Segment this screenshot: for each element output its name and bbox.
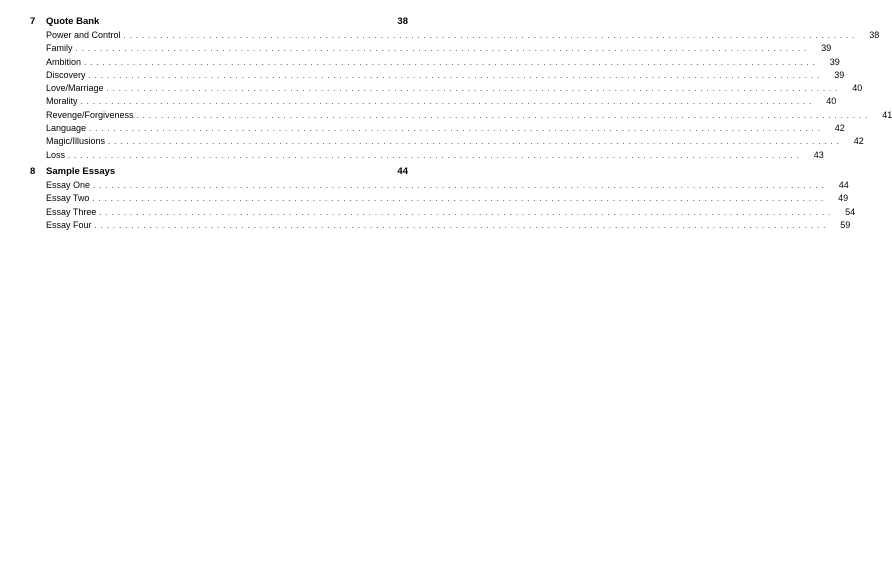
toc-entry-page-number: 42 xyxy=(853,136,864,147)
toc-entry-page-number: 41 xyxy=(882,109,892,120)
toc-entry-page-number: 40 xyxy=(852,83,863,94)
dot-leader: ........................................................................................................................ xyxy=(89,124,824,134)
toc-entry-page-number: 43 xyxy=(813,149,824,160)
toc-entry-page-number: 39 xyxy=(834,69,845,80)
toc-entry xyxy=(30,29,880,42)
toc-entry xyxy=(30,149,824,162)
chapter-page-number: 44 xyxy=(397,165,408,177)
toc-entry-page-number: 49 xyxy=(838,193,849,204)
toc-entry-title: Ambition xyxy=(46,56,82,67)
chapter-number: 8 xyxy=(30,165,36,177)
toc-entry xyxy=(30,192,849,205)
chapter-8 xyxy=(30,165,856,232)
dot-leader: ........................................................................................................................ xyxy=(75,44,811,54)
toc-entry-page-number: 39 xyxy=(829,56,840,67)
dot-leader: ........................................................................................................................ xyxy=(92,194,828,204)
chapter-heading xyxy=(30,15,408,29)
chapter-number: 7 xyxy=(30,16,36,27)
dot-leader: ........................................................................................................................ xyxy=(94,220,830,230)
toc-entry-title: Family xyxy=(46,43,73,54)
chapter-entries xyxy=(30,179,856,232)
chapter-title: Sample Essays xyxy=(46,165,116,177)
toc-entry xyxy=(30,95,837,108)
chapter-7 xyxy=(30,15,892,162)
toc-entry-page-number: 54 xyxy=(845,206,856,217)
toc-entry-title: Essay Four xyxy=(46,219,92,230)
dot-leader: ........................................................................................................................ xyxy=(68,150,803,160)
toc-entry xyxy=(30,179,849,192)
toc-entry xyxy=(30,56,840,69)
toc-entry-title: Discovery xyxy=(46,69,86,80)
toc-entry-title: Essay Two xyxy=(46,193,90,204)
toc-entry-title: Language xyxy=(46,123,87,134)
toc-entry-title: Power and Control xyxy=(46,30,121,40)
toc-entry-page-number: 39 xyxy=(821,43,832,54)
toc-entry-title: Morality xyxy=(46,96,78,107)
toc-entry-page-number: 38 xyxy=(869,30,880,40)
dot-leader: ........................................................................................................................ xyxy=(88,70,824,80)
toc-entry xyxy=(30,109,892,122)
toc-entry-page-number: 59 xyxy=(840,219,851,230)
dot-leader: ........................................................................................................................ xyxy=(99,207,835,217)
toc-entry xyxy=(30,135,864,148)
table-of-contents xyxy=(30,15,892,232)
toc-entry-title: Magic/Illusions xyxy=(46,136,106,147)
toc-entry-page-number: 44 xyxy=(838,179,849,190)
dot-leader: ........................................................................................................................ xyxy=(123,31,859,40)
toc-entry-page-number: 40 xyxy=(826,96,837,107)
toc-entry xyxy=(30,82,863,95)
toc-entry xyxy=(30,122,845,135)
toc-entry xyxy=(30,69,845,82)
toc-entry-page-number: 42 xyxy=(834,123,845,134)
toc-entry xyxy=(30,42,832,55)
toc-entry xyxy=(30,206,856,219)
toc-entry xyxy=(30,219,851,232)
dot-leader: ........................................................................................................................ xyxy=(108,137,843,147)
dot-leader: ........................................................................................................................ xyxy=(93,180,828,190)
toc-entry-title: Revenge/Forgiveness xyxy=(46,109,134,120)
dot-leader: ........................................................................................................................ xyxy=(136,110,872,120)
toc-entry-title: Loss xyxy=(46,149,66,160)
chapter-page-number: 38 xyxy=(397,16,408,27)
toc-entry-title: Essay One xyxy=(46,179,91,190)
toc-entry-title: Essay Three xyxy=(46,206,97,217)
chapter-title: Quote Bank xyxy=(46,16,100,27)
chapter-entries xyxy=(30,29,892,162)
toc-entry-title: Love/Marriage xyxy=(46,83,104,94)
chapter-heading xyxy=(30,165,408,179)
dot-leader: ........................................................................................................................ xyxy=(106,84,842,94)
dot-leader: ........................................................................................................................ xyxy=(84,57,819,67)
dot-leader: ........................................................................................................................ xyxy=(80,97,816,107)
